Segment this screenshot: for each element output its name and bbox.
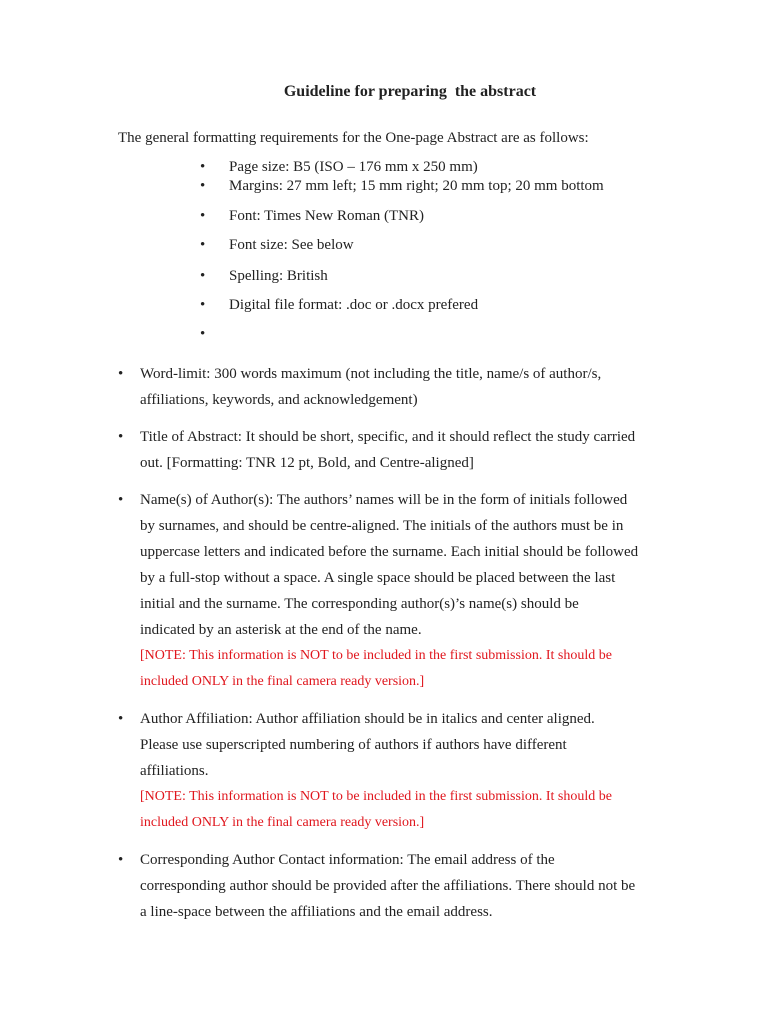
bullet: •	[118, 852, 124, 868]
list-item-text: Spelling: British	[229, 268, 328, 284]
bullet: •	[118, 492, 124, 508]
paragraph-line: corresponding author should be provided after the affiliations. There should not be	[140, 878, 636, 894]
page-title: Guideline for preparing the abstract	[283, 83, 537, 100]
bullet: •	[118, 366, 124, 382]
paragraph-line: Title of Abstract: It should be short, specific, and it should reflect the study carried	[140, 429, 636, 445]
paragraph-line: by a full-stop without a space. A single space should be placed between the last	[140, 570, 616, 586]
note-line: included ONLY in the final camera ready version.]	[140, 815, 425, 830]
paragraph-line: Author Affiliation: Author affiliation should be in italics and center aligned.	[140, 711, 595, 727]
title-of-abstract-item	[118, 424, 718, 476]
note-line: [NOTE: This information is NOT to be included in the first submission. It should be	[140, 648, 612, 663]
note-line: [NOTE: This information is NOT to be included in the first submission. It should be	[140, 789, 612, 804]
paragraph-line: initial and the surname. The corresponding author(s)’s name(s) should be	[140, 596, 579, 612]
bullet: •	[200, 178, 206, 194]
intro-text: The general formatting requirements for the One-page Abstract are as follows:	[118, 130, 589, 146]
paragraph-line: Name(s) of Author(s): The authors’ names will be in the form of initials followed	[140, 492, 628, 508]
note-line: included ONLY in the final camera ready version.]	[140, 674, 425, 689]
paragraph-line: uppercase letters and indicated before the surname. Each initial should be followed	[140, 544, 639, 560]
paragraph-line: Word-limit: 300 words maximum (not including the title, name/s of author/s,	[140, 366, 602, 382]
corresponding-author-item	[118, 847, 718, 925]
author-affiliation-item	[118, 706, 718, 836]
list-item-text: Font size: See below	[229, 237, 354, 253]
bullet: •	[200, 237, 206, 253]
bullet: •	[200, 326, 206, 342]
paragraph-line: by surnames, and should be centre-aligned. The initials of the authors must be in	[140, 518, 624, 534]
bullet: •	[200, 297, 206, 313]
list-item-text: Margins: 27 mm left; 15 mm right; 20 mm top; 20 mm bottom	[229, 178, 604, 194]
paragraph-line: affiliations.	[140, 763, 209, 779]
bullet: •	[118, 429, 124, 445]
bullet: •	[200, 268, 206, 284]
paragraph-line: affiliations, keywords, and acknowledgement)	[140, 392, 418, 408]
list-item-text: Digital file format: .doc or .docx prefered	[229, 297, 479, 313]
paragraph-line: indicated by an asterisk at the end of the name.	[140, 622, 422, 638]
word-limit-item	[118, 361, 718, 413]
bullet: •	[200, 208, 206, 224]
list-item-text: Font: Times New Roman (TNR)	[229, 208, 425, 224]
list-item-text: Page size: B5 (ISO – 176 mm x 250 mm)	[229, 159, 478, 175]
names-of-authors-item	[118, 487, 718, 695]
bullet: •	[118, 711, 124, 727]
paragraph-line: Please use superscripted numbering of authors if authors have different	[140, 737, 567, 753]
paragraph-line: a line-space between the affiliations and the email address.	[140, 904, 493, 920]
paragraph-line: Corresponding Author Contact information: The email address of the	[140, 852, 555, 868]
bullet: •	[200, 159, 206, 175]
paragraph-line: out. [Formatting: TNR 12 pt, Bold, and Centre-aligned]	[140, 455, 474, 471]
